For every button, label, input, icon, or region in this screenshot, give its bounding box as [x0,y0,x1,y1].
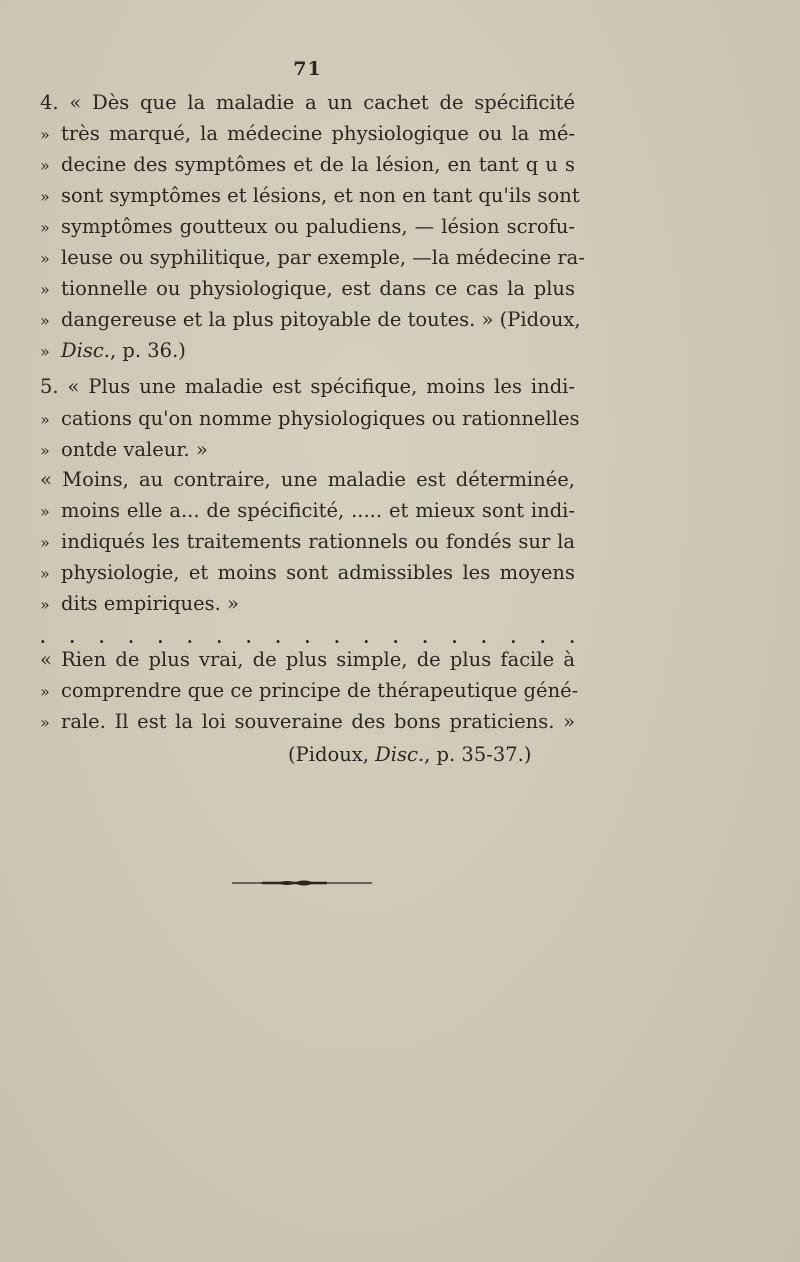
text-line-content: sont symptômes et lésions, et non en tant qu'ils sont [61,184,580,207]
ellipsis-dot: . [481,628,487,647]
citation [288,745,531,765]
text-line-content: tionnelle ou physiologique, est dans ce cas la plus [61,277,575,300]
quote-mark: » [40,311,50,330]
text-line-content: très marqué, la médecine physiologique ou la mé- [61,122,575,145]
ellipsis-dot: . [363,628,370,647]
quote-mark: » [40,410,50,429]
text-line [40,124,575,144]
text-line-content: , p. 36.) [110,339,186,362]
text-line: 5. « Plus une maladie est spécifique, moins les indi- [40,375,575,398]
ellipsis-dot: . [157,628,164,647]
text-line [40,308,581,331]
quote-mark: » [40,342,50,361]
quote-mark: » [40,595,50,614]
text-line [40,155,575,175]
ellipsis-dot: . [304,628,311,647]
ellipsis-dot: . [128,628,134,647]
ellipsis-dot: . [539,628,546,647]
text-line: « Rien de plus vrai, de plus simple, de plus facile à [40,648,575,671]
citation-open: (Pidoux, [288,743,376,766]
text-line-content: dits empiriques. » [61,592,239,615]
ellipsis-dot: . [451,628,458,647]
text-line-content: symptômes goutteux ou paludiens, — lésion scrofu- [61,215,575,238]
quote-mark: » [40,533,50,552]
ellipsis-dot: . [98,628,105,647]
text-line [40,217,575,237]
ellipsis-dot: . [334,628,340,647]
text-line [40,440,208,460]
quote-mark: » [40,564,50,583]
text-line [40,679,579,702]
text-line [40,279,575,299]
text-line [40,184,580,207]
ellipsis-dot: . [40,628,46,647]
quote-mark: » [40,441,50,460]
quote-mark: » [40,187,50,206]
text-line [40,594,239,614]
quote-mark: » [40,218,50,237]
text-line-content: comprendre que ce principe de thérapeutique géné- [61,679,579,702]
text-line [40,501,575,521]
ellipsis-dot: . [275,628,281,647]
quote-mark: » [40,125,50,144]
ellipsis-dot: . [422,628,428,647]
text-line-content: leuse ou syphilitique, par exemple, —la médecine ra- [61,246,585,269]
text-line [40,712,575,732]
text-line-content: dangereuse et la plus pitoyable de toutes. » (Pidoux, [61,308,581,331]
text-line-content: moins elle a... de spécificité, ..... et mieux sont indi- [61,499,575,522]
text-line-content: ontde valeur. » [61,438,208,461]
quote-mark: » [40,156,50,175]
text-line-content: indiqués les traitements rationnels ou fondés sur la [61,530,575,553]
text-line-content: decine des symptômes et de la lésion, en tant q u s [61,153,575,176]
text-line: 4. « Dès que la maladie a un cachet de spécificité [40,91,575,114]
citation-rest: , p. 35-37.) [424,743,532,766]
ellipsis-dot: . [245,628,252,647]
ellipsis-dot: . [187,628,193,647]
text-line [40,407,580,430]
quote-mark: » [40,713,50,732]
text-line [40,341,186,361]
text-line-content: physiologie, et moins sont admissibles les moyens [61,561,575,584]
italic-reference: Disc. [61,339,110,362]
ellipsis-dot: . [69,628,75,647]
ellipsis-row [40,628,575,647]
text-line [40,563,575,583]
ellipsis-dot: . [569,628,575,647]
quote-mark: » [40,502,50,521]
ellipsis-dot: . [392,628,399,647]
text-line: « Moins, au contraire, une maladie est déterminée, [40,468,575,491]
text-line-content: cations qu'on nomme physiologiques ou rationnelles [61,407,580,430]
ornamental-divider [232,878,372,888]
quote-mark: » [40,682,50,701]
quote-mark: » [40,249,50,268]
text-line [40,532,575,552]
ellipsis-dot: . [216,628,223,647]
ellipsis-dot: . [510,628,517,647]
text-line [40,246,585,269]
page-number: 71 [293,58,322,80]
italic-reference: Disc. [375,743,425,766]
quote-mark: » [40,280,50,299]
text-line-content: rale. Il est la loi souveraine des bons praticiens. » [61,710,575,733]
